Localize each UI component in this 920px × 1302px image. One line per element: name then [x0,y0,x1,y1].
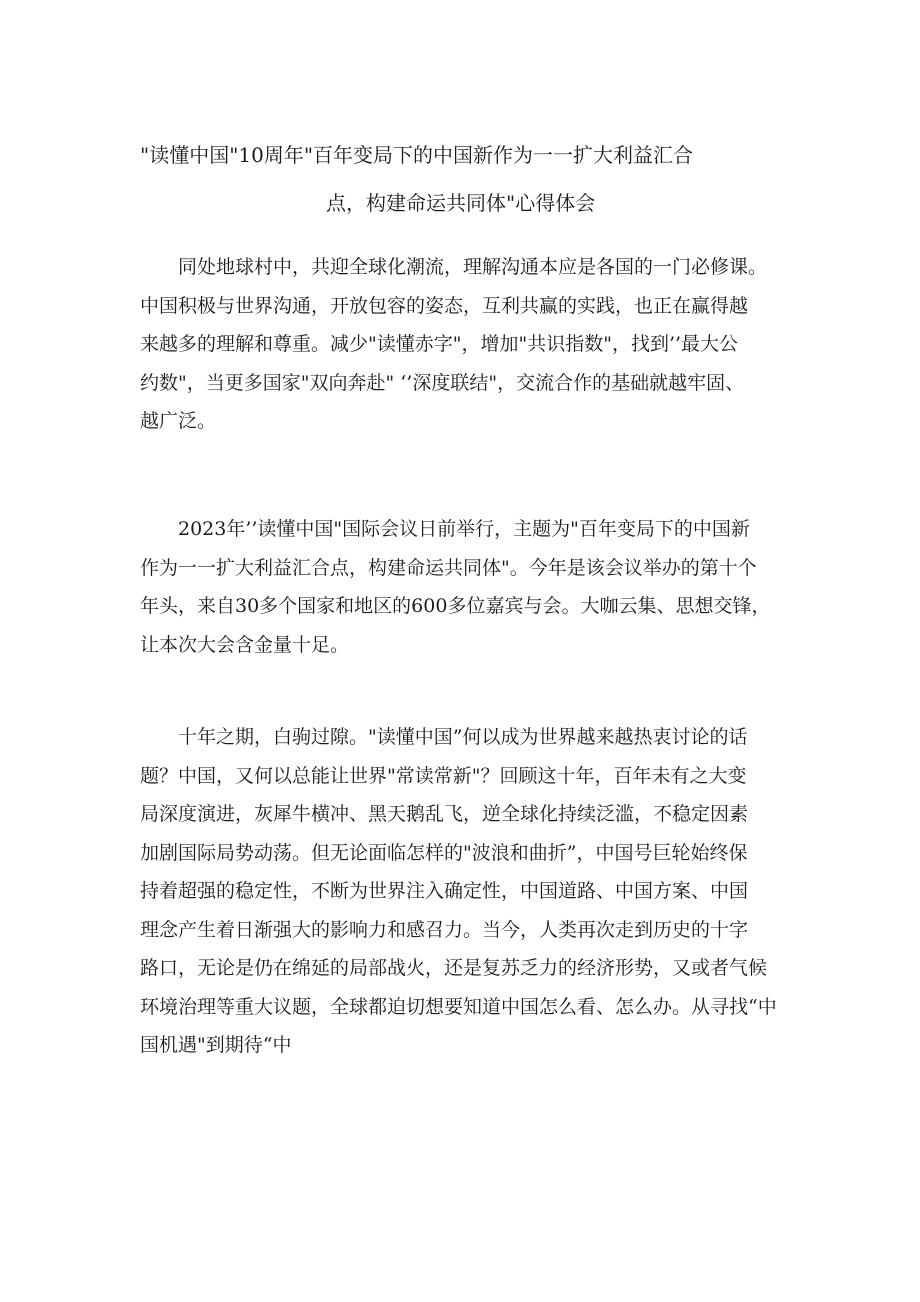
paragraph-line: 题？中国，又何以总能让世界"常读常新"？回顾这十年，百年未有之大变 [140,764,747,787]
paragraph-line: 越广泛。 [140,410,217,432]
paragraph-line: 中国积极与世界沟通，开放包容的姿态，互利共赢的实践，也正在赢得越 [140,294,749,317]
paragraph-line: 持着超强的稳定性，不断为世界注入确定性，中国道路、中国方案、中国 [140,880,749,902]
paragraph-3 [140,718,790,1065]
paragraph-line: 让本次大会含金量十足。 [140,633,350,656]
paragraph-line: 环境治理等重大议题，全球都迫切想要知道中国怎么看、怎么办。从寻找“中 [140,995,777,1018]
paragraph-line: 来越多的理解和尊重。减少"读懂赤字"，增加"共识指数"，找到’’最大公 [140,333,739,355]
paragraph-line: 理念产生着日渐强大的影响力和感召力。当今，人类再次走到历史的十字 [140,918,749,941]
document-title-line-2: 点，构建命运共同体"心得体会 [326,191,596,215]
paragraph-line: 加剧国际局势动荡。但无论面临怎样的"波浪和曲折”，中国号巨轮始终保 [140,841,748,864]
paragraph-line: 2023年’’读懂中国"国际会议日前举行，主题为"百年变局下的中国新 [178,518,750,540]
paragraph-line: 路口，无论是仍在绵延的局部战火，还是复苏乏力的经济形势，又或者气候 [140,957,768,979]
document-title-line-1: "读懂中国"10周年"百年变局下的中国新作为一一扩大利益汇合 [140,143,694,167]
paragraph-1 [140,248,790,441]
paragraph-line: 作为一一扩大利益汇合点，构建命运共同体"。今年是该会议举办的第十个 [140,556,757,579]
paragraph-line: 十年之期，白驹过隙。"读懂中国”何以成为世界越来越热衷讨论的话 [178,726,748,748]
paragraph-line: 约数"，当更多国家"双向奔赴" ‘’深度联结"，交流合作的基础就越牢固、 [140,371,745,394]
paragraph-line: 国机遇"到期待“中 [140,1034,292,1056]
paragraph-line: 局深度演进，灰犀牛横冲、黑天鹅乱飞，逆全球化持续泛滥，不稳定因素 [140,803,749,825]
paragraph-line: 年头，来自30多个国家和地区的600多位嘉宾与会。大咖云集、思想交锋， [140,595,771,617]
paragraph-line: 同处地球村中，共迎全球化潮流，理解沟通本应是各国的一门必修课。 [178,256,768,278]
paragraph-2 [140,510,790,664]
